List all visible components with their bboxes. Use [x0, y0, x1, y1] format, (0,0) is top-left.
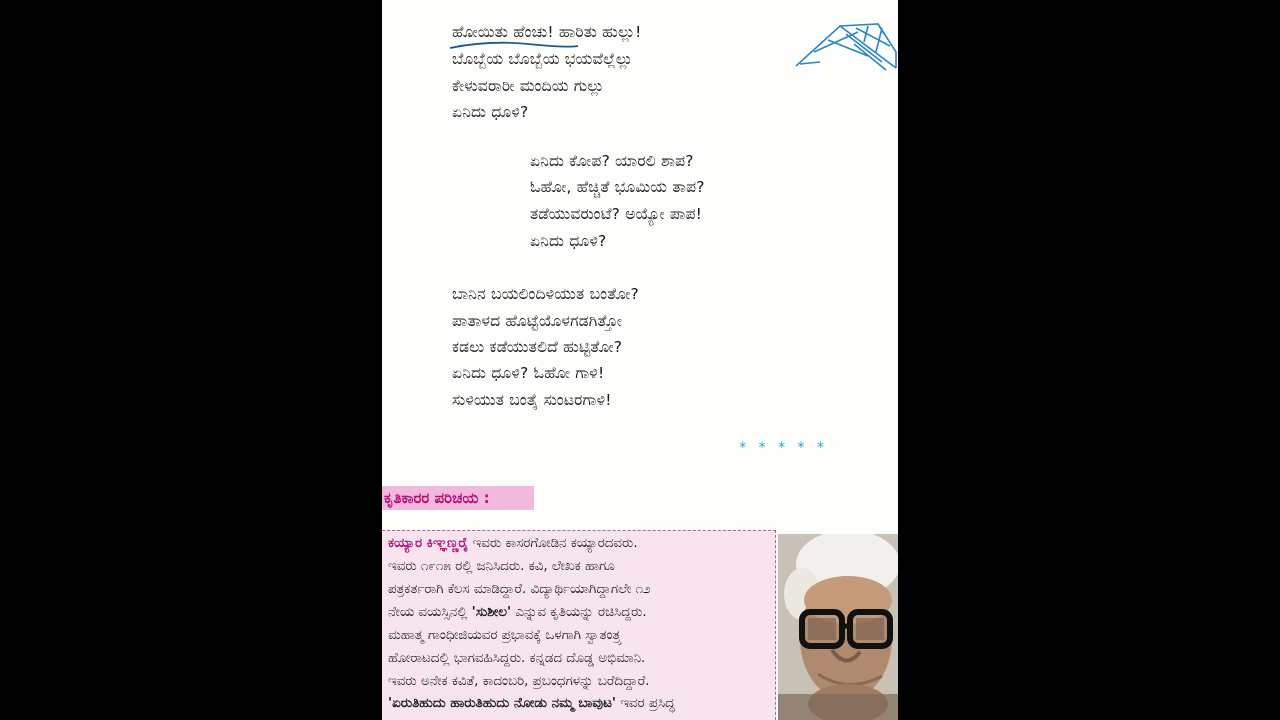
poem-line: ಕೇಳುವರಾರೀ ಮಂದಿಯ ಗುಲ್ಲು [452, 77, 605, 95]
textbook-page [382, 0, 898, 720]
book-title-sushila: 'ಸುಶೀಲ' [471, 605, 512, 620]
poem-line: ತಡೆಯುವರುಂಟೆ? ಅಯ್ಯೋ ಪಾಪ! [530, 205, 703, 223]
poem-line: ಏನಿದು ಧೂಳಿ? [452, 103, 529, 121]
bio-line: ಪತ್ರಕರ್ತರಾಗಿ ಕೆಲಸ ಮಾಡಿದ್ದಾರೆ. ವಿದ್ಯಾರ್ಥಿಯಾಗಿದ್ದಾಗಲೇ ೧೨ [388, 582, 651, 597]
poem-line: ಓಹೋ, ಹೆಚ್ಚಿತೆ ಭೂಮಿಯ ತಾಪ? [530, 178, 705, 196]
poem-line: ಏನಿದು ಕೋಪ? ಯಾರಲಿ ಶಾಪ? [530, 152, 694, 170]
famous-song-title: 'ಏರುತಿಹುದು ಹಾರುತಿಹುದು ನೋಡು ನಮ್ಮ ಬಾವುಟ' [388, 696, 616, 711]
author-portrait-icon [778, 534, 898, 720]
kite-illustration-icon [794, 22, 898, 76]
bio-line: ಇವರು ಅನೇಕ ಕವಿತೆ, ಕಾದಂಬರಿ, ಪ್ರಬಂಧಗಳನ್ನು ಬರೆದಿದ್ದಾರೆ. [388, 674, 650, 689]
author-bio-box [382, 530, 776, 720]
poem-line: ಸುಳಿಯುತ ಬಂತೈ ಸುಂಟರಗಾಳಿ! [452, 391, 612, 409]
poem-line: ಕಡಲು ಕಡೆಯುತಲಿದೆ ಹುಟ್ಟಿತೋ? [452, 338, 623, 356]
bio-line: ಇವರು ೧೯೧೫ ರಲ್ಲಿ ಜನಿಸಿದರು. ಕವಿ, ಲೇಖಕ ಹಾಗೂ [388, 559, 615, 574]
poem-line: ಬೊಬ್ಬೆಯ ಬೊಬ್ಬೆಯ ಭಯವೆಲ್ಲೆಲ್ಲು [452, 50, 633, 68]
bio-line: ಹೋರಾಟದಲ್ಲಿ ಭಾಗವಹಿಸಿದ್ದರು. ಕನ್ನಡದ ದೊಡ್ಡ ಅಭಿಮಾನಿ. [388, 651, 646, 666]
author-intro-heading: ಕೃತಿಕಾರರ ಪರಿಚಯ : [382, 486, 534, 510]
section-separator: * * * * * [739, 440, 828, 456]
bio-line: ಕಯ್ಯಾರ ಕಿಞ್ಞಣ್ಣರೈ ಇವರು ಕಾಸರಗೋಡಿನ ಕಯ್ಯಾರದವರು. [388, 536, 638, 551]
poem-line: ಪಾತಾಳದ ಹೊಟ್ಟೆಯೊಳಗಡಗಿತ್ತೋ [452, 312, 623, 330]
poem-line: ಬಾನಿನ ಬಯಲಿಂದಿಳಿಯುತ ಬಂತೋ? [452, 285, 639, 303]
bio-line: 'ಏರುತಿಹುದು ಹಾರುತಿಹುದು ನೋಡು ನಮ್ಮ ಬಾವುಟ' ಇವರ ಪ್ರಸಿದ್ಧ [388, 696, 675, 711]
poem-line: ಏನಿದು ಧೂಳಿ? ಓಹೋ ಗಾಳಿ! [452, 364, 605, 382]
author-name: ಕಯ್ಯಾರ ಕಿಞ್ಞಣ್ಣರೈ [388, 536, 469, 551]
poem-line: ಏನಿದು ಧೂಳಿ? [530, 232, 607, 250]
bio-line: ಮಹಾತ್ಮ ಗಾಂಧೀಜಿಯವರ ಪ್ರಭಾವಕ್ಕೆ ಒಳಗಾಗಿ ಸ್ವಾತಂತ್ರ್ಯ [388, 628, 623, 643]
bio-line: ನೇಯ ವಯಸ್ಸಿನಲ್ಲಿ 'ಸುಶೀಲ' ಎನ್ನುವ ಕೃತಿಯನ್ನು ರಚಿಸಿದ್ದರು. [388, 605, 647, 620]
poem-line: ಹೋಯಿತು ಹೆಂಚು! ಹಾರಿತು ಹುಲ್ಲು! [452, 23, 642, 41]
